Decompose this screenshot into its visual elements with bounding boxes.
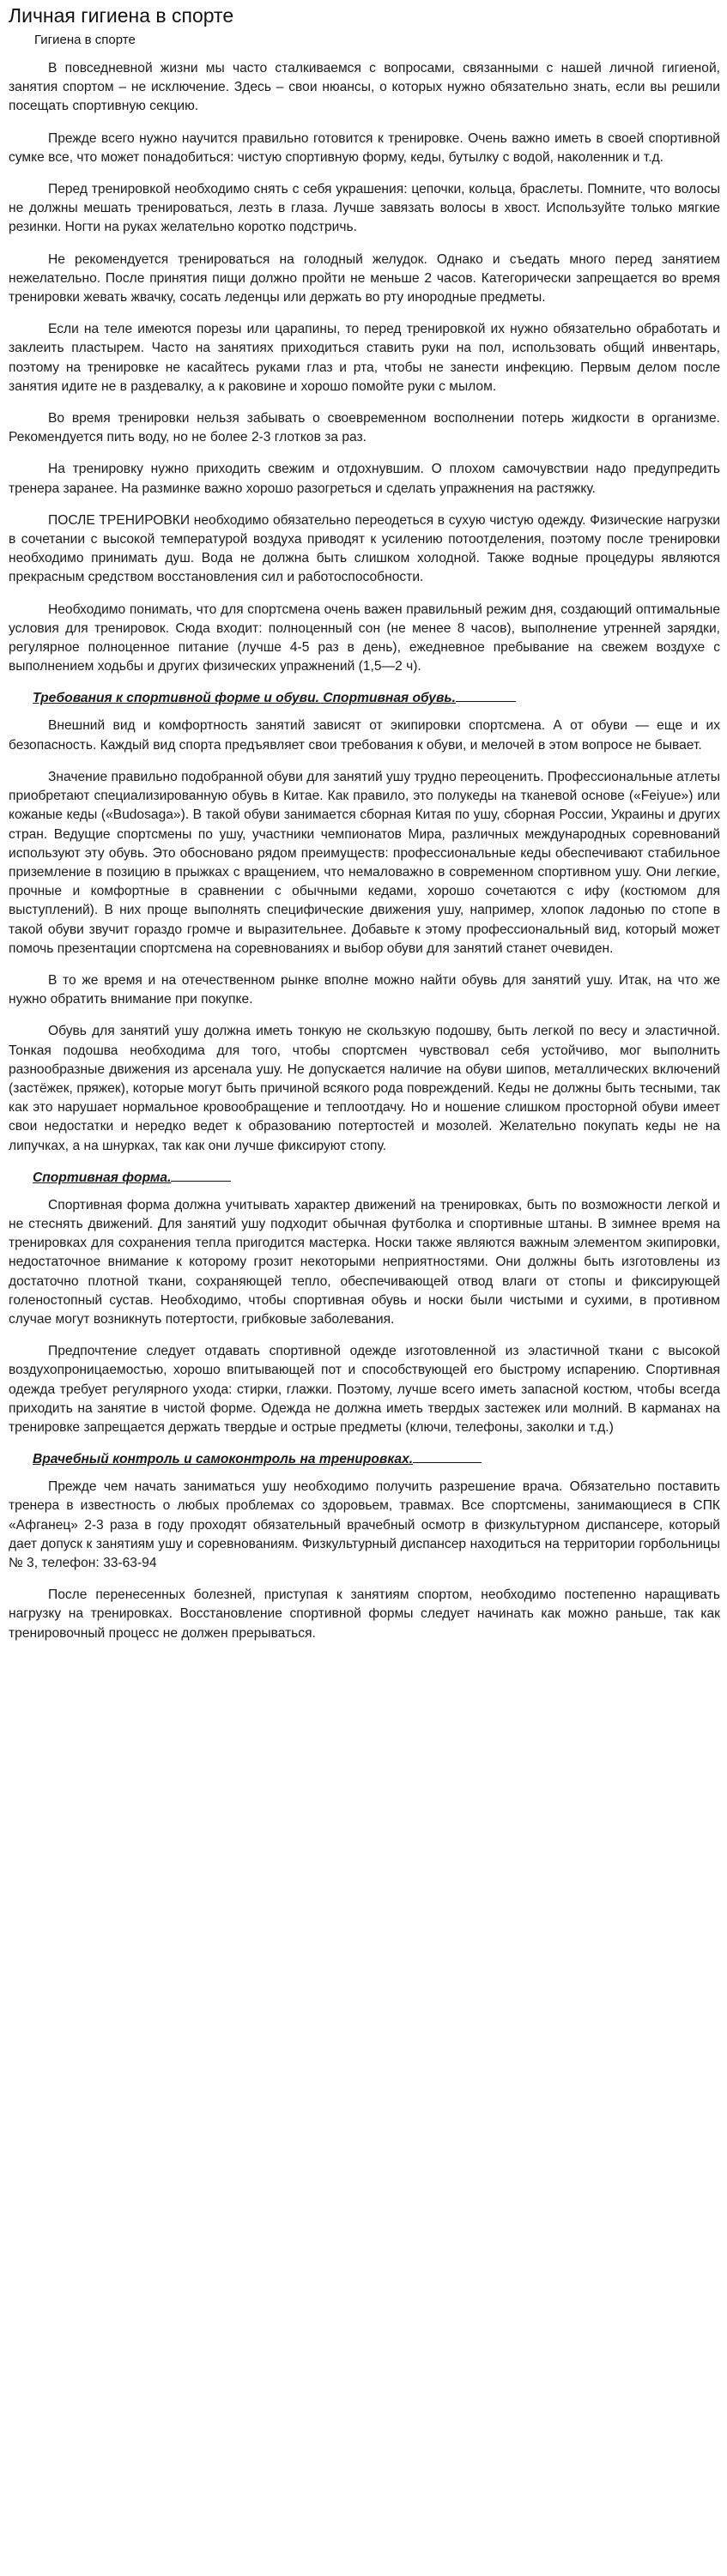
paragraph: Внешний вид и комфортность занятий зависят от экипировки спортсмена. А от обуви — еще и их безопасность. Каждый вид спорта предъявляет свои требования к обуви, и мелочей в этом вопросе не бывает. bbox=[9, 718, 720, 753]
paragraph: После перенесенных болезней, приступая к занятиям спортом, необходимо постепенно наращивать нагрузку на тренировках. Восстановление спортивной формы следует начинать как можно раньше, так как тренировочный процесс не должен прерываться. bbox=[9, 1587, 720, 1641]
section-heading-text: Врачебный контроль и самоконтроль на тренировках. bbox=[33, 1452, 414, 1467]
page-title: Личная гигиена в спорте bbox=[9, 4, 234, 27]
paragraph: Предпочтение следует отдавать спортивной одежде изготовленной из эластичной ткани с высокой воздухопроницаемостью, хорошо впитывающей пот и способствующей его быстрому испарению. Спортивная одежда требует регулярного ухода: стирки, глажки. Поэтому, лучше всего иметь запасной костюм, чтобы всегда приходить на занятие в чистой форме. Одежда не должна иметь твердых застежек или молний. В карманах на тренировке запрещается держать твердые и острые предметы (ключи, телефоны, заколки и т.д.) bbox=[9, 1344, 720, 1435]
section-heading bbox=[33, 1450, 720, 1469]
paragraph: Во время тренировки нельзя забывать о своевременном восполнении потерь жидкости в организме. Рекомендуется пить воду, но не более 2-3 глотков за раз. bbox=[9, 411, 720, 445]
paragraph: ПОСЛЕ ТРЕНИРОВКИ необходимо обязательно переодеться в сухую чистую одежду. Физические нагрузки в сочетании с высокой температурой воздуха приводят к усилению потоотделения, поэтому после тренировки необходимо принимать душ. Вода не должна быть слишком холодной. Также водные процедуры являются прекрасным средством восстановления сил и работоспособности. bbox=[9, 512, 720, 585]
paragraph: Не рекомендуется тренироваться на голодный желудок. Однако и съедать много перед занятием нежелательно. После принятия пищи должно пройти не меньше 2 часов. Категорически запрещается во время тренировки жевать жвачку, сосать леденцы или держать во рту инородные предметы. bbox=[9, 251, 720, 305]
paragraph: В повседневной жизни мы часто сталкиваемся с вопросами, связанными с нашей личной гигиеной, занятия спортом – не исключение. Здесь – свои нюансы, о которых нужно обязательно знать, если вы решили посещать спортивную секцию. bbox=[9, 61, 720, 114]
heading-underline-tail bbox=[171, 1170, 231, 1182]
paragraph: Обувь для занятий ушу должна иметь тонкую не скользкую подошву, быть легкой по весу и эластичной. Тонкая подошва необходима для того, чтобы спортсмен чувствовал себя устойчиво, мог выполнить разнообразные движения из арсенала ушу. Не допускается наличие на обуви шипов, металлических включений (застёжек, пряжек), которые могут быть причиной всякого рода повреждений. Кеды не должны быть тесными, так как это нарушает нормальное кровообращение и теплоотдачу. Но и ношение слишком просторной обуви имеет свои недостатки и нередко ведет к образованию потертостей и мозолей. Желательно покупать кеды не на липучках, а на шнурках, так как они лучше фиксируют стопу. bbox=[9, 1024, 720, 1153]
paragraph: Прежде чем начать заниматься ушу необходимо получить разрешение врача. Обязательно поставить тренера в известность о любых проблемах со здоровьем, травмах. Все спортсмены, занимающиеся в СПК «Афганец» 2-3 раза в году проходят обязательный врачебный осмотр в физкультурном диспансере, который дает допуск к занятиям ушу и соревнованиям. Физкультурный диспансер находиться на территории горбольницы № 3, телефон: 33-63-94 bbox=[9, 1479, 720, 1570]
paragraph: Перед тренировкой необходимо снять с себя украшения: цепочки, кольца, браслеты. Помните, что волосы не должны мешать тренироваться, лезть в глаза. Лучше завязать волосы в хвост. Используйте только мягкие резинки. Ногти на руках желательно коротко подстричь. bbox=[9, 182, 720, 235]
article-body bbox=[9, 59, 720, 1643]
paragraph: Значение правильно подобранной обуви для занятий ушу трудно переоценить. Профессиональные атлеты приобретают специализированную обувь в Китае. Как правило, это полукеды на тканевой основе («Feiyue») или кожаные кеды («Budosaga»). В такой обуви занимается сборная Китая по ушу, сборная России, Украины и других стран. Ведущие спортсмены по ушу, участники чемпионатов Мира, различных международных соревнований используют эту обувь. Это обосновано рядом преимуществ: профессиональные кеды обеспечивают стабильное приземление в позицию в прыжках с вращением, что немаловажно в современном спортивном ушу. Они легкие, прочные и комфортные в сравнении с обычными кедами, хорошо сочетаются с ифу (костюмом для выступлений). В них проще выполнять специфические движения ушу, например, хлопок ладонью по стопе в такой обуви звучит гораздо громче и выразительнее. Добавьте к этому профессиональный вид, который может помочь презентации спортсмена на соревнованиях и выбор обуви для занятий станет очевиден. bbox=[9, 769, 720, 956]
section-heading bbox=[33, 1169, 720, 1188]
document-page bbox=[0, 3, 727, 2576]
section-heading-text: Спортивная форма. bbox=[33, 1170, 172, 1185]
heading-underline-tail bbox=[456, 691, 516, 702]
page-subtitle: Гигиена в спорте bbox=[34, 33, 136, 47]
paragraph: На тренировку нужно приходить свежим и отдохнувшим. О плохом самочувствии надо предупредить тренера заранее. На разминке важно хорошо разогреться и сделать упражнения на растяжку. bbox=[9, 462, 720, 496]
heading-underline-tail bbox=[413, 1452, 482, 1463]
paragraph: Прежде всего нужно научится правильно готовится к тренировке. Очень важно иметь в своей спортивной сумке все, что может понадобиться: чистую спортивную форму, кеды, бутылку с водой, наколенник и т.д. bbox=[9, 130, 720, 165]
paragraph: Спортивная форма должна учитывать характер движений на тренировках, быть по возможности легкой и не стеснять движений. Для занятий ушу подходит обычная футболка и спортивные штаны. В зимнее время на тренировках для сохранения тепла пригодится мастерка. Носки также являются важным элементом экипировки, недостаточное внимание к которому грозит некоторыми неприятностями. Они должны быть изготовлены из достаточно плотной ткани, сохраняющей тепло, обеспечивающей отвод влаги от стопы и фиксирующей голеностопный сустав. Необходимо, чтобы спортивная обувь и носки были чистыми и сухими, в противном случае могут возникнуть потертости, грибковые заболевания. bbox=[9, 1197, 720, 1327]
section-heading bbox=[33, 689, 720, 708]
paragraph: Если на теле имеются порезы или царапины, то перед тренировкой их нужно обязательно обработать и заклеить пластырем. Часто на занятиях приходиться ставить руки на пол, использовать общий инвентарь, поэтому на тренировке не касайтесь руками глаз и рта, чтобы не занести инфекцию. Первым делом после занятия идите не в раздевалку, а к раковине и хорошо помойте руки с мылом. bbox=[9, 322, 720, 394]
paragraph: Необходимо понимать, что для спортсмена очень важен правильный режим дня, создающий оптимальные условия для тренировок. Сюда входит: полноценный сон (не менее 8 часов), выполнение утренней зарядки, регулярное полноценное питание (лучше 4-5 раз в день), ежедневное пребывание на свежем воздухе с выполнением ходьбы и других физических упражнений (1,5—2 ч). bbox=[9, 602, 720, 674]
section-heading-text: Требования к спортивной форме и обуви. Спортивная обувь. bbox=[33, 691, 456, 706]
paragraph: В то же время и на отечественном рынке вполне можно найти обувь для занятий ушу. Итак, на что же нужно обратить внимание при покупке. bbox=[9, 972, 720, 1007]
